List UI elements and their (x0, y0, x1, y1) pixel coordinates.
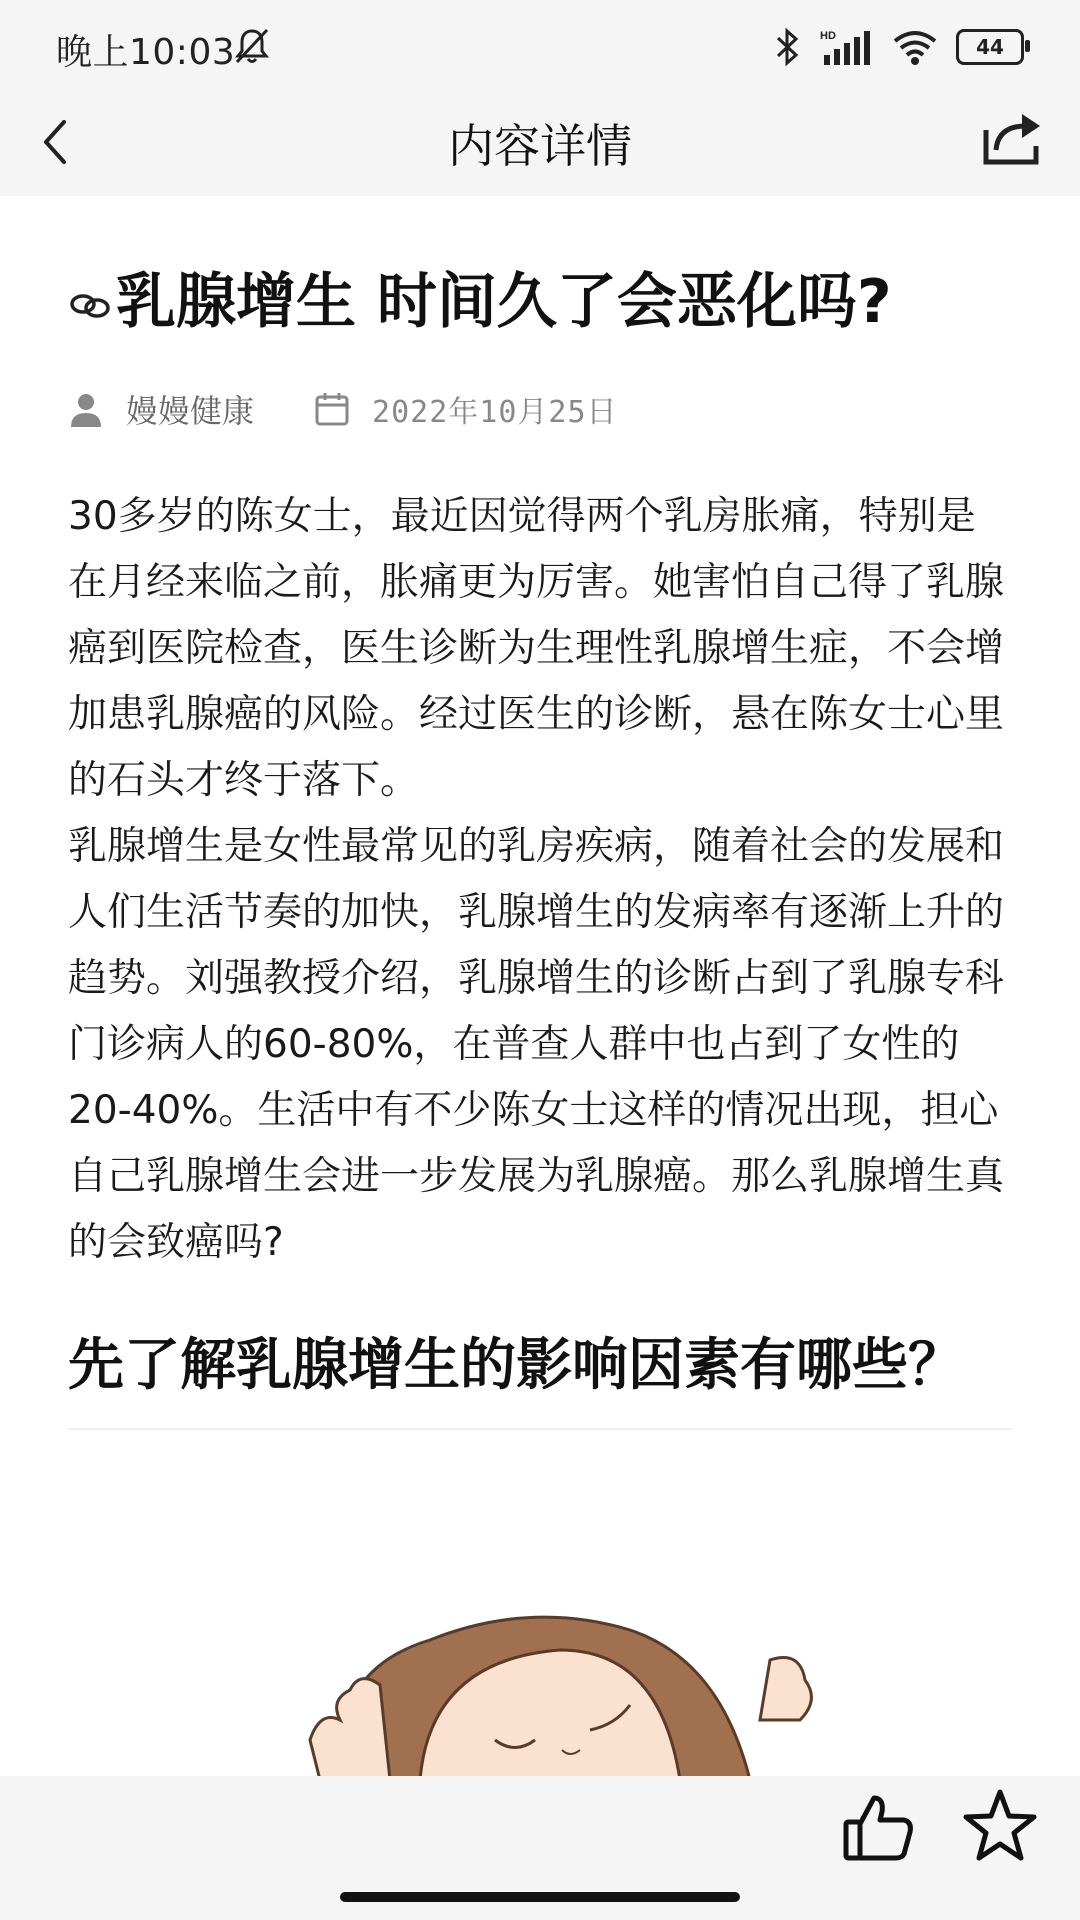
status-time: 晚上10:03 (56, 32, 236, 73)
article-body (68, 484, 1012, 1276)
svg-text:HD: HD (820, 30, 836, 42)
bluetooth-icon (772, 27, 802, 67)
article-date: 2022年10月25日 (372, 395, 618, 430)
bell-off-icon (232, 26, 272, 66)
page-title: 内容详情 (448, 119, 632, 173)
article-paragraph: 乳腺增生是女性最常见的乳房疾病，随着社会的发展和人们生活节奏的加快，乳腺增生的发病率有逐渐上升的趋势。刘强教授介绍，乳腺增生的诊断占到了乳腺专科门诊病人的60-80%，在普查人群中也占到了女性的20-40%。生活中有不少陈女士这样的情况出现，担心自己乳腺增生会进一步发展为乳腺癌。那么乳腺增生真的会致癌吗? (68, 824, 1005, 1265)
article-paragraph: 30多岁的陈女士，最近因觉得两个乳房胀痛，特别是在月经来临之前，胀痛更为厉害。她害怕自己得了乳腺癌到医院检查，医生诊断为生理性乳腺增生症，不会增加患乳腺癌的风险。经过医生的诊断，悬在陈女士心里的石头才终于落下。 (68, 494, 1005, 803)
user-icon (68, 391, 104, 427)
article-meta (68, 386, 1012, 432)
link-icon (68, 280, 112, 324)
article-title (68, 262, 1012, 342)
status-icons (772, 24, 1024, 70)
calendar-icon (314, 391, 350, 427)
article-illustration (300, 1590, 820, 1780)
wifi-icon (892, 27, 938, 67)
home-indicator[interactable] (340, 1892, 740, 1902)
thumbs-up-icon[interactable] (842, 1790, 916, 1864)
article-author: 嫚嫚健康 (126, 392, 255, 430)
article-subheading: 先了解乳腺增生的影响因素有哪些？ (68, 1326, 1012, 1430)
article (68, 196, 1012, 1430)
signal-icon (820, 27, 874, 67)
article-title-text: 乳腺增生 时间久了会恶化吗? (116, 267, 892, 337)
battery-icon: 44 (956, 29, 1024, 65)
share-icon[interactable] (982, 110, 1044, 166)
star-icon[interactable] (962, 1788, 1038, 1864)
